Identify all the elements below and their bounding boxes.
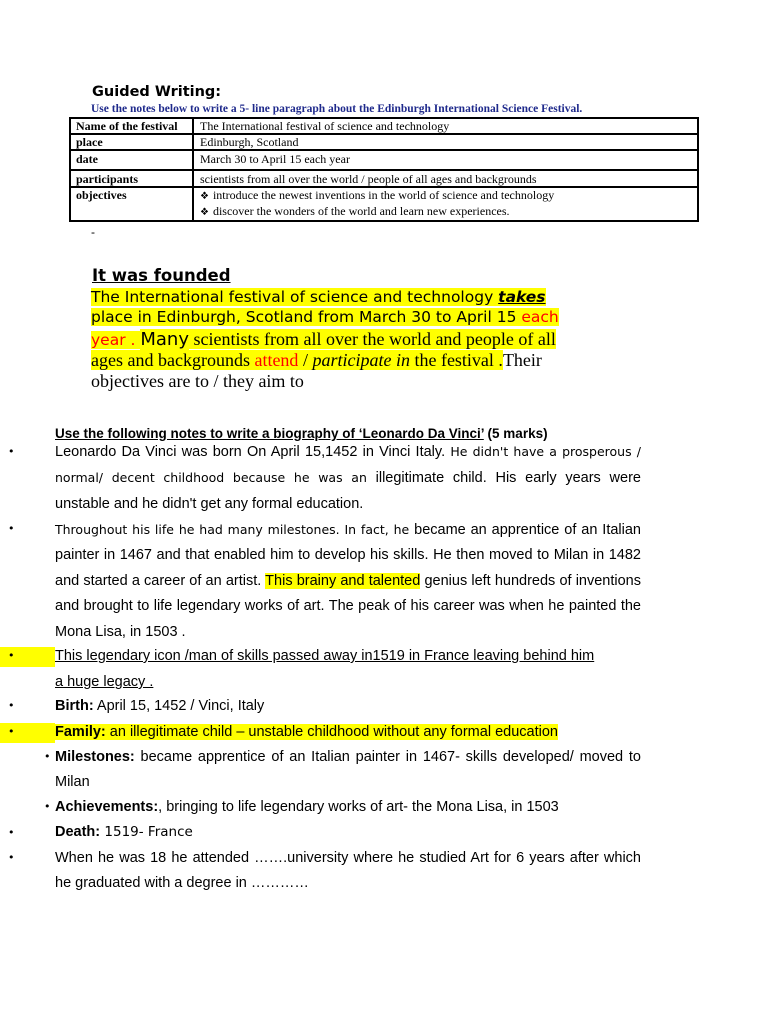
answer-heading: It was founded	[92, 266, 231, 285]
festival-notes-table	[69, 117, 699, 222]
answer-text: place in Edinburgh, Scotland from March 30 to April 15	[91, 308, 522, 326]
answer-emphasis-participate: participate in	[312, 350, 410, 370]
bullet-icon: •	[8, 826, 15, 839]
bio-paragraph-death-line2: a huge legacy .	[55, 674, 154, 690]
answer-line	[91, 370, 651, 391]
note-value: 1519- France	[100, 824, 193, 840]
table-cell-value: March 30 to April 15 each year	[193, 150, 698, 170]
answer-line	[91, 286, 651, 307]
bio-text: Leonardo Da Vinci was born On April 15,1452 in Vinci Italy.	[55, 444, 451, 460]
note-value: became apprentice of an Italian painter in 1467- skills developed/ moved to Milan	[55, 749, 641, 791]
note-label: Family:	[55, 724, 106, 740]
table-cell-label: participants	[70, 170, 193, 187]
bio-paragraph-education: When he was 18 he attended …….university where he studied Art for 6 years after which he graduated with a degree in …………	[55, 850, 641, 892]
bio-text: became an apprentice of an Italian painter in 1467 and that enabled him to develop his skills. He then moved to Milan in 1482 and started a career of an artist.	[55, 522, 641, 589]
note-value: an illegitimate child – unstable childhood without any formal education	[105, 724, 558, 740]
guided-writing-instruction: Use the notes below to write a 5- line paragraph about the Edinburgh International Science Festival.	[91, 103, 583, 115]
table-row	[70, 118, 698, 134]
bio-text: genius left hundreds of inventions and brought to life legendary works of art. The peak of his career was when he painted the Mona Lisa, in 1503 .	[55, 572, 641, 640]
table-cell-label: date	[70, 150, 193, 170]
note-death	[55, 820, 641, 845]
table-cell-label: place	[70, 134, 193, 150]
answer-emphasis-attend: attend	[254, 350, 299, 370]
note-label: Achievements:	[55, 799, 159, 815]
note-value: , bringing to life legendary works of art- the Mona Lisa, in 1503	[158, 799, 559, 815]
answer-line	[91, 328, 651, 349]
objectives-list	[200, 188, 692, 220]
note-birth	[55, 694, 641, 719]
note-achievements	[55, 795, 641, 820]
biography-title-text: Use the following notes to write a biography of ‘Leonardo Da Vinci’	[55, 426, 484, 441]
table-cell-value: scientists from all over the world / people of all ages and backgrounds	[193, 170, 698, 187]
bullet-icon: •	[44, 750, 51, 763]
table-row	[70, 170, 698, 187]
bullet-icon: •	[8, 699, 15, 712]
bullet-icon: •	[8, 649, 15, 662]
bio-paragraph-milestones	[55, 517, 641, 645]
bullet-icon: •	[8, 851, 15, 864]
bio-paragraph-death-line1: This legendary icon /man of skills passed away in1519 in France leaving behind him	[55, 648, 595, 664]
bullet-icon: •	[8, 445, 15, 458]
answer-line	[91, 307, 651, 328]
table-cell-value: Edinburgh, Scotland	[193, 134, 698, 150]
answer-text: the festival .	[409, 350, 503, 370]
biography-marks: (5 marks)	[483, 426, 548, 441]
note-label: Birth:	[55, 698, 94, 714]
bullet-icon: •	[8, 725, 15, 738]
bullet-icon: •	[8, 522, 15, 535]
guided-writing-title: Guided Writing:	[92, 84, 222, 100]
bio-paragraph-birth	[55, 439, 641, 517]
table-cell-value	[193, 187, 698, 221]
answer-text: scientists from all over the world and people of all	[189, 329, 556, 349]
answer-text: The International festival of science and technology	[91, 288, 499, 306]
bio-text: illegitimate child. His early years were unstable and he didn't get any formal education.	[55, 470, 641, 512]
answer-paragraph	[91, 286, 651, 391]
bio-highlight: This brainy and talented	[265, 572, 421, 589]
list-item: ❖ discover the wonders of the world and learn new experiences.	[200, 204, 692, 220]
bio-text: Throughout his life he had many milestones. In fact, he	[55, 522, 410, 537]
answer-emphasis-each: each	[521, 308, 559, 326]
note-value: April 15, 1452 / Vinci, Italy	[93, 698, 265, 714]
answer-text: ages and backgrounds	[91, 350, 255, 370]
list-item: ❖ introduce the newest inventions in the world of science and technology	[200, 188, 692, 204]
answer-emphasis-takes: takes	[498, 288, 546, 306]
bullet-icon: •	[44, 800, 51, 813]
table-row	[70, 187, 698, 221]
answer-text: objectives are to / they aim to	[91, 371, 304, 391]
dash-mark: -	[91, 225, 95, 239]
answer-emphasis-year: year .	[91, 331, 141, 349]
table-row	[70, 134, 698, 150]
table-row	[70, 150, 698, 170]
answer-line	[91, 349, 651, 370]
table-cell-label: Name of the festival	[70, 118, 193, 134]
answer-text-many: Many	[140, 329, 189, 350]
table-cell-label: objectives	[70, 187, 193, 221]
bio-text: He didn't have a prosperous / normal/ decent childhood because he was an	[55, 444, 642, 486]
answer-text: /	[298, 350, 313, 370]
note-label: Death:	[55, 824, 101, 840]
note-milestones	[55, 745, 641, 796]
answer-text: Their	[502, 350, 542, 370]
table-cell-value: The International festival of science and technology	[193, 118, 698, 134]
note-family	[55, 720, 641, 745]
note-label: Milestones:	[55, 749, 135, 765]
